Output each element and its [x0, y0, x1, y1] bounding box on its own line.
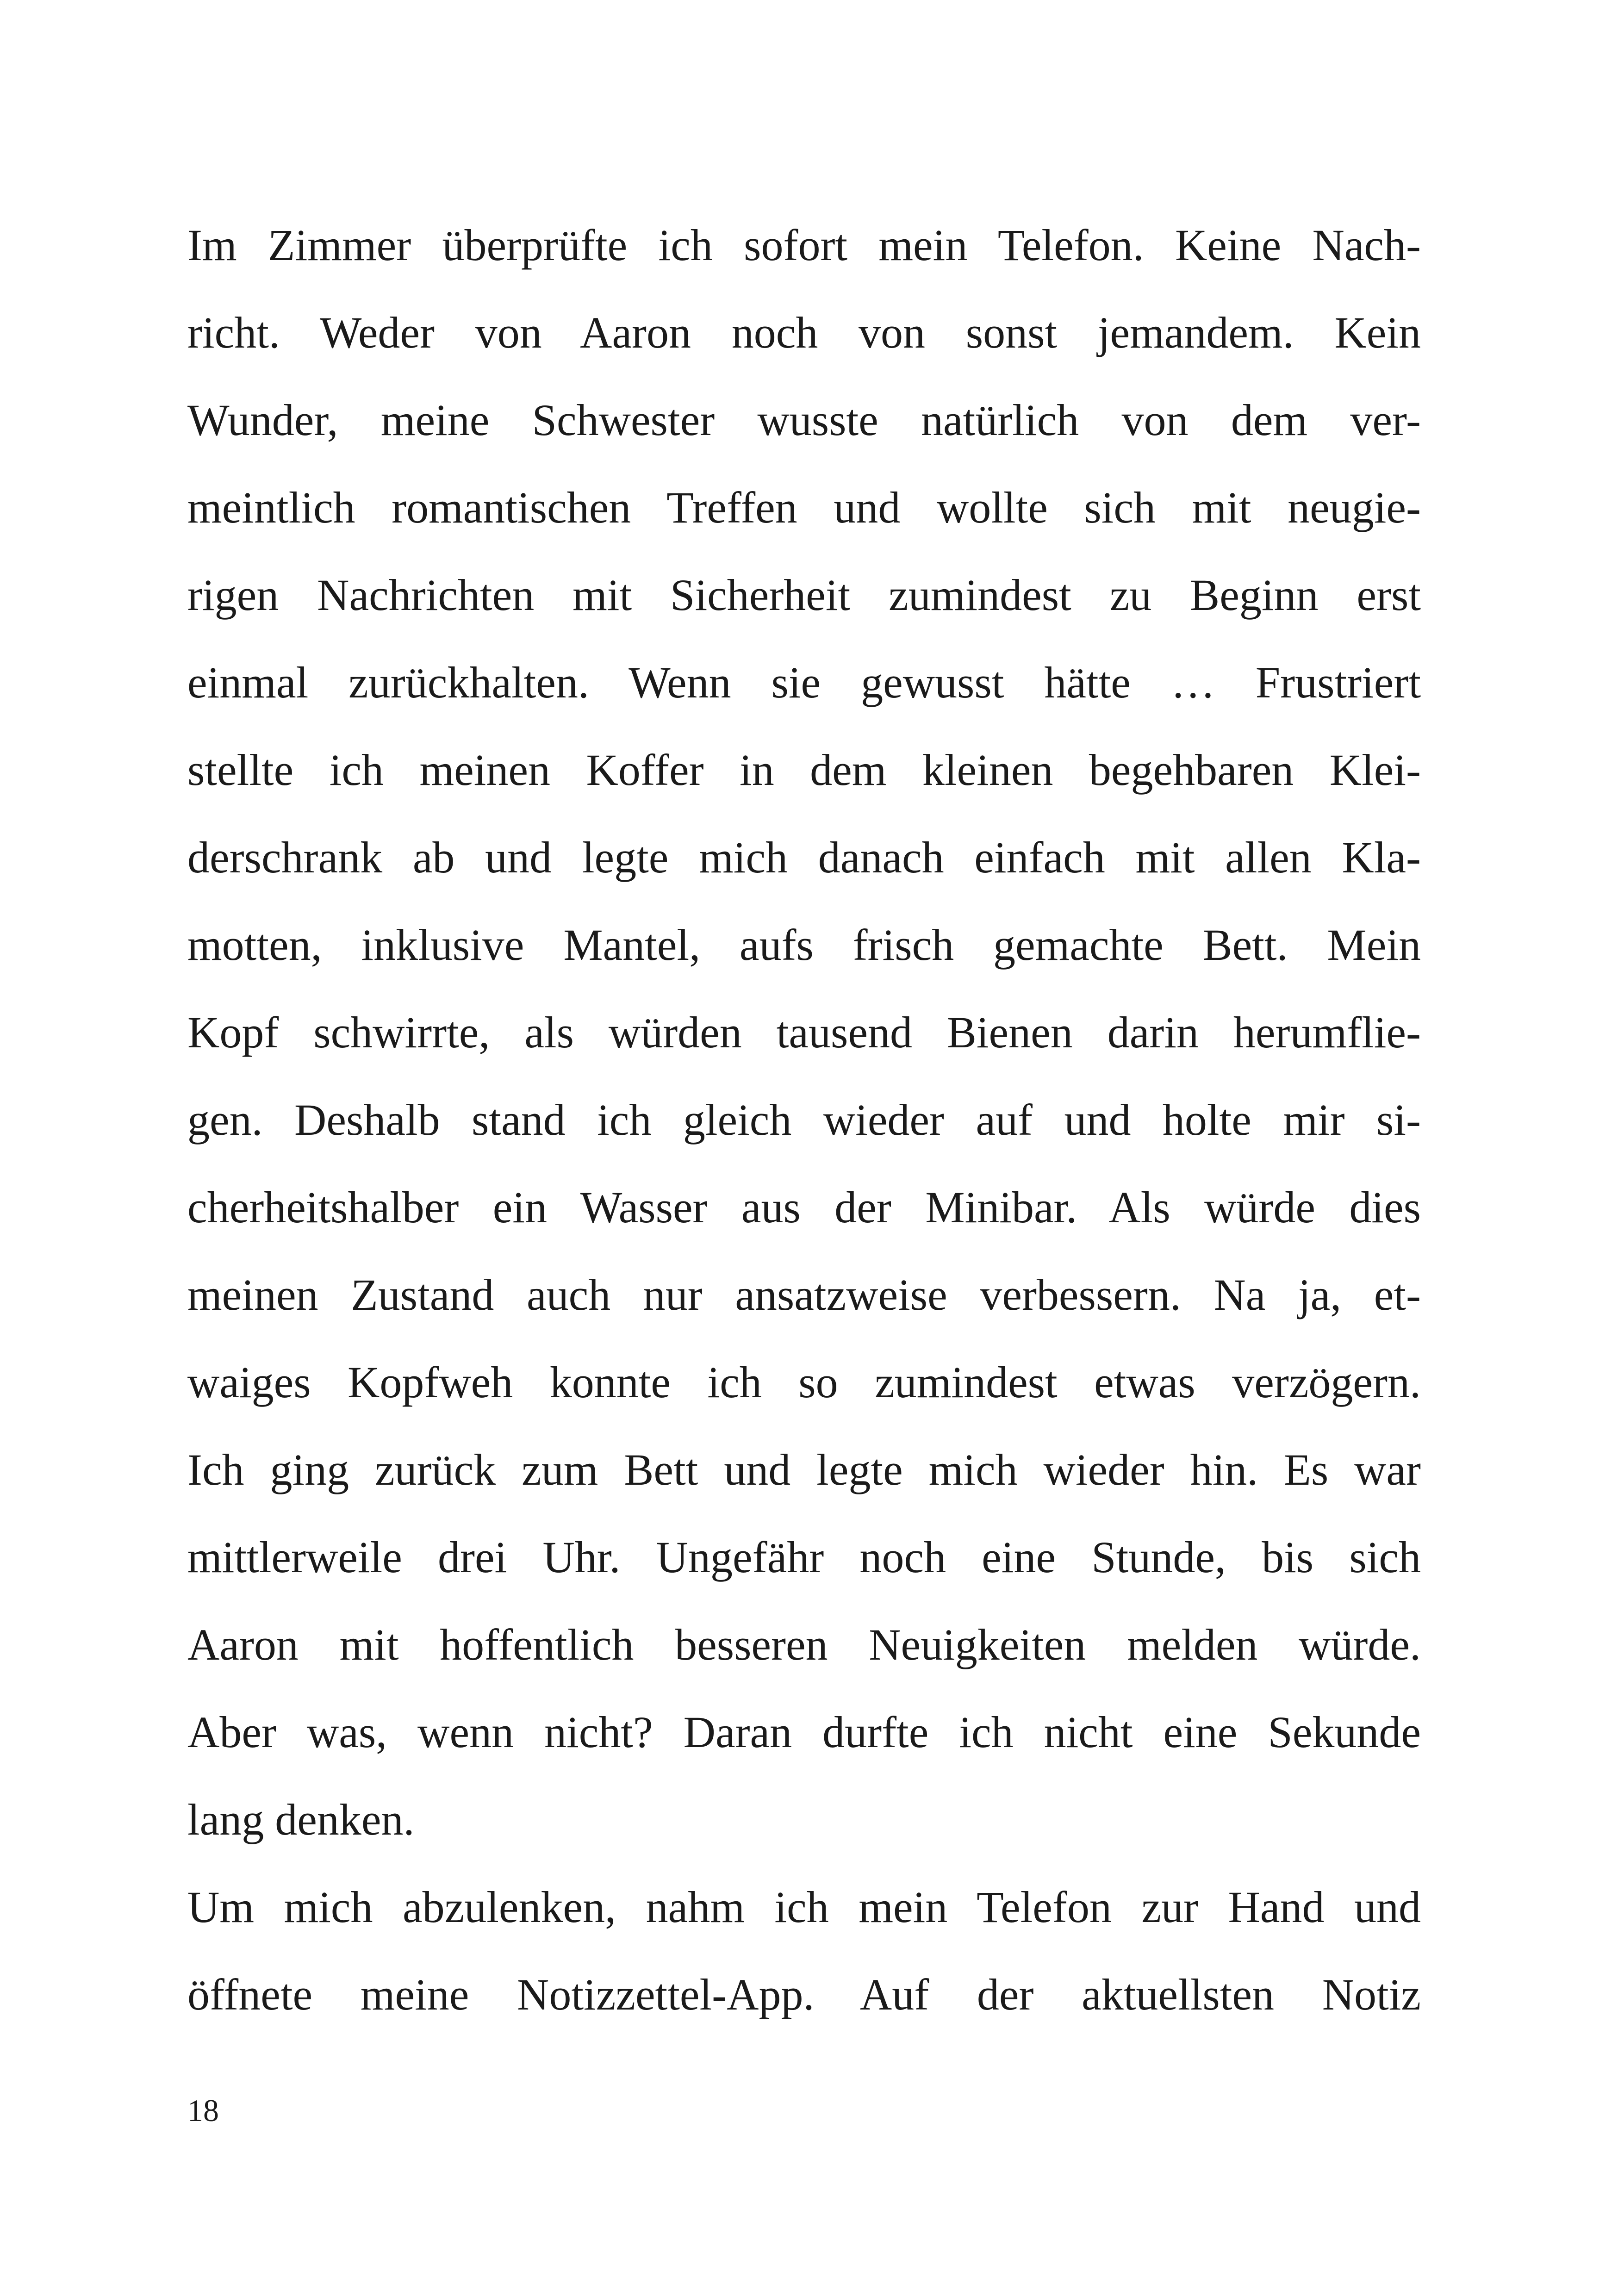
text-line: waiges Kopfweh konnte ich so zumindest etwas verzögern.: [187, 1357, 1421, 1407]
text-line: cherheitshalber ein Wasser aus der Minibar. Als würde dies: [187, 1182, 1421, 1232]
text-line: Ich ging zurück zum Bett und legte mich wieder hin. Es war: [187, 1445, 1421, 1494]
text-line: Aaron mit hoffentlich besseren Neuigkeiten melden würde.: [187, 1620, 1421, 1669]
text-line: Im Zimmer überprüfte ich sofort mein Telefon. Keine Nach-: [187, 220, 1421, 270]
text-line: Aber was, wenn nicht? Daran durfte ich nicht eine Sekunde: [187, 1707, 1421, 1757]
page-number: 18: [187, 2093, 219, 2128]
text-line: meintlich romantischen Treffen und wollte sich mit neugie-: [187, 483, 1421, 532]
text-line: rigen Nachrichten mit Sicherheit zumindest zu Beginn erst: [187, 570, 1421, 620]
text-line: stellte ich meinen Koffer in dem kleinen begehbaren Klei-: [187, 745, 1421, 795]
text-line: mittlerweile drei Uhr. Ungefähr noch eine Stunde, bis sich: [187, 1532, 1421, 1582]
text-line: Kopf schwirrte, als würden tausend Bienen darin herumflie-: [187, 1008, 1421, 1057]
text-line: Wunder, meine Schwester wusste natürlich von dem ver-: [187, 395, 1421, 445]
text-line: Um mich abzulenken, nahm ich mein Telefon zur Hand und: [187, 1882, 1421, 1932]
text-line: meinen Zustand auch nur ansatzweise verbessern. Na ja, et-: [187, 1270, 1421, 1319]
text-line: öffnete meine Notizzettel-App. Auf der aktuellsten Notiz: [187, 1970, 1421, 2019]
text-line: richt. Weder von Aaron noch von sonst jemandem. Kein: [187, 308, 1421, 357]
body-text: [187, 201, 1421, 2038]
text-line: lang denken.: [187, 1795, 415, 1844]
text-line: derschrank ab und legte mich danach einfach mit allen Kla-: [187, 833, 1421, 882]
text-line: gen. Deshalb stand ich gleich wieder auf und holte mir si-: [187, 1095, 1421, 1145]
text-line: einmal zurückhalten. Wenn sie gewusst hätte … Frustriert: [187, 658, 1421, 707]
text-line: motten, inklusive Mantel, aufs frisch gemachte Bett. Mein: [187, 920, 1421, 970]
